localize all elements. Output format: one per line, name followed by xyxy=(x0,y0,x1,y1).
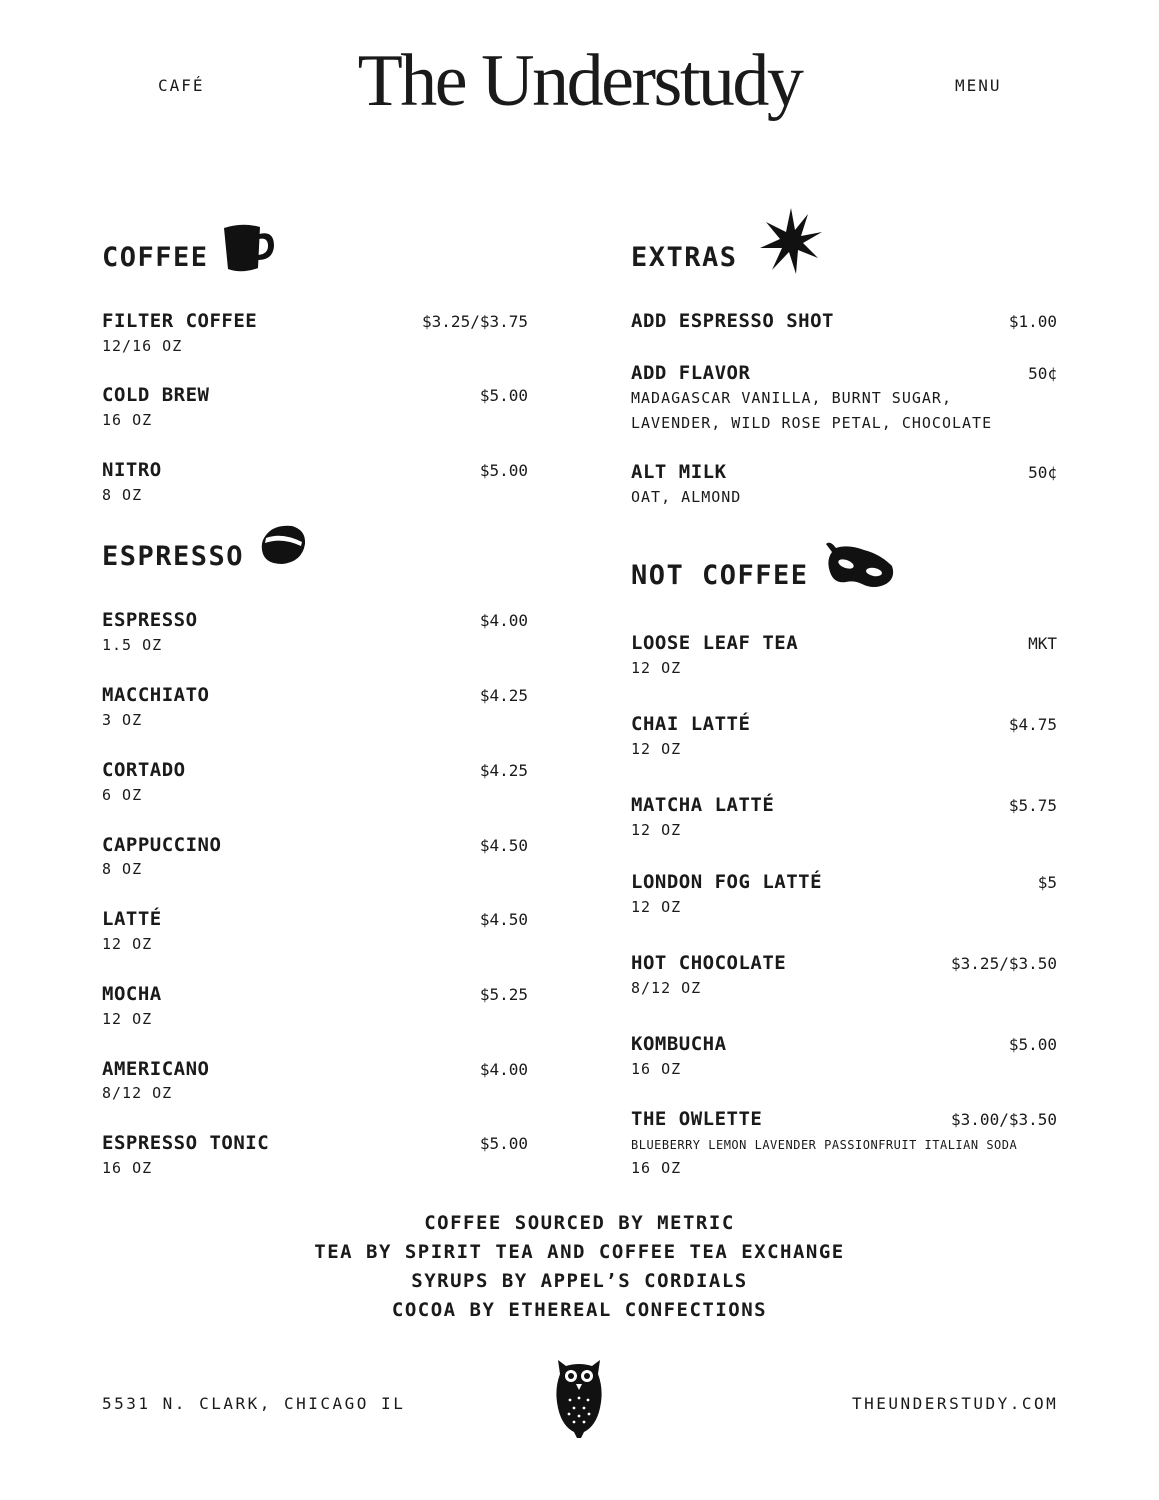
menu-item-size: 12 OZ xyxy=(631,740,682,758)
menu-item-name: MACCHIATO xyxy=(102,684,210,706)
credits-line: SYRUPS BY APPEL’S CORDIALS xyxy=(411,1270,748,1292)
menu-item-name: CORTADO xyxy=(102,759,186,781)
menu-item-price: $4.00 xyxy=(479,611,528,630)
menu-item-size: 3 OZ xyxy=(102,711,143,729)
menu-item-price: $1.00 xyxy=(1008,312,1057,331)
menu-item-size: 1.5 OZ xyxy=(102,636,163,654)
menu-item-description: OAT, ALMOND xyxy=(631,488,742,506)
menu-item-price: $4.00 xyxy=(479,1060,528,1079)
menu-item-name: ESPRESSO xyxy=(102,609,198,631)
menu-item-name: ADD FLAVOR xyxy=(631,362,751,384)
mug-icon xyxy=(222,222,276,274)
menu-item-name: CAPPUCCINO xyxy=(102,834,222,856)
credits-line: COFFEE SOURCED BY METRIC xyxy=(424,1212,735,1234)
menu-item-size: 8/12 OZ xyxy=(631,979,702,997)
menu-item-name: KOMBUCHA xyxy=(631,1033,727,1055)
credits-line: TEA BY SPIRIT TEA AND COFFEE TEA EXCHANGE xyxy=(314,1241,845,1263)
menu-item-price: $5.00 xyxy=(479,386,528,405)
menu-item-description: MADAGASCAR VANILLA, BURNT SUGAR, xyxy=(631,389,952,407)
menu-item-description: LAVENDER, WILD ROSE PETAL, CHOCOLATE xyxy=(631,414,993,432)
menu-item-price: MKT xyxy=(1028,634,1057,653)
menu-item-name: ADD ESPRESSO SHOT xyxy=(631,310,834,332)
menu-item-size: 8 OZ xyxy=(102,486,143,504)
menu-item-price: $4.25 xyxy=(479,761,528,780)
menu-item-price: $5.00 xyxy=(1008,1035,1057,1054)
menu-item-size: 12/16 OZ xyxy=(102,337,183,355)
menu-item-name: COLD BREW xyxy=(102,384,210,406)
menu-item-price: $5.75 xyxy=(1008,796,1057,815)
coffee-bean-icon xyxy=(260,524,308,566)
menu-item-size: 16 OZ xyxy=(631,1159,682,1177)
menu-item-price: $5.00 xyxy=(479,1134,528,1153)
header-menu-label: MENU xyxy=(955,76,1002,95)
star-icon xyxy=(758,206,824,276)
menu-item-price: 50¢ xyxy=(1028,364,1057,383)
menu-item-price: $4.75 xyxy=(1008,715,1057,734)
menu-item-price: $3.25/$3.50 xyxy=(951,954,1057,973)
menu-item-name: FILTER COFFEE xyxy=(102,310,258,332)
brand-title: The Understudy xyxy=(357,40,802,122)
menu-item-name: ESPRESSO TONIC xyxy=(102,1132,270,1154)
menu-item-size: 16 OZ xyxy=(102,411,153,429)
menu-item-name: LATTÉ xyxy=(102,908,162,930)
menu-item-name: LOOSE LEAF TEA xyxy=(631,632,799,654)
menu-item-price: $3.25/$3.75 xyxy=(422,312,528,331)
menu-item-price: $4.50 xyxy=(479,910,528,929)
menu-item-name: MOCHA xyxy=(102,983,162,1005)
section-title-coffee: COFFEE xyxy=(102,242,209,273)
menu-item-price: $5.25 xyxy=(479,985,528,1004)
menu-item-size: 16 OZ xyxy=(631,1060,682,1078)
section-title-extras: EXTRAS xyxy=(631,242,738,273)
owl-icon xyxy=(554,1356,604,1438)
menu-item-size: 12 OZ xyxy=(102,935,153,953)
menu-item-name: LONDON FOG LATTÉ xyxy=(631,871,823,893)
footer-address: 5531 N. CLARK, CHICAGO IL xyxy=(102,1394,406,1413)
menu-item-price: 50¢ xyxy=(1028,463,1057,482)
mask-icon xyxy=(824,538,896,590)
menu-item-name: HOT CHOCOLATE xyxy=(631,952,787,974)
menu-item-price: $5 xyxy=(1037,873,1057,892)
menu-item-size: 16 OZ xyxy=(102,1159,153,1177)
menu-item-price: $3.00/$3.50 xyxy=(951,1110,1057,1129)
menu-item-size: 8/12 OZ xyxy=(102,1084,173,1102)
menu-item-size: 12 OZ xyxy=(631,659,682,677)
credits-line: COCOA BY ETHEREAL CONFECTIONS xyxy=(391,1299,768,1321)
menu-item-size: 12 OZ xyxy=(631,821,682,839)
menu-item-name: NITRO xyxy=(102,459,162,481)
menu-item-size: 6 OZ xyxy=(102,786,143,804)
menu-item-size: 8 OZ xyxy=(102,860,143,878)
menu-item-name: THE OWLETTE xyxy=(631,1108,763,1130)
menu-item-name: AMERICANO xyxy=(102,1058,210,1080)
menu-item-name: CHAI LATTÉ xyxy=(631,713,751,735)
header-cafe-label: CAFÉ xyxy=(158,76,205,95)
menu-item-price: $4.25 xyxy=(479,686,528,705)
menu-item-name: ALT MILK xyxy=(631,461,727,483)
menu-item-description: BLUEBERRY LEMON LAVENDER PASSIONFRUIT ITALIAN SODA xyxy=(631,1138,1018,1152)
section-title-not-coffee: NOT COFFEE xyxy=(631,560,809,591)
menu-item-size: 12 OZ xyxy=(631,898,682,916)
menu-item-size: 12 OZ xyxy=(102,1010,153,1028)
menu-item-price: $4.50 xyxy=(479,836,528,855)
menu-item-price: $5.00 xyxy=(479,461,528,480)
section-title-espresso: ESPRESSO xyxy=(102,541,245,572)
footer-website[interactable]: THEUNDERSTUDY.COM xyxy=(852,1394,1059,1413)
menu-item-name: MATCHA LATTÉ xyxy=(631,794,775,816)
